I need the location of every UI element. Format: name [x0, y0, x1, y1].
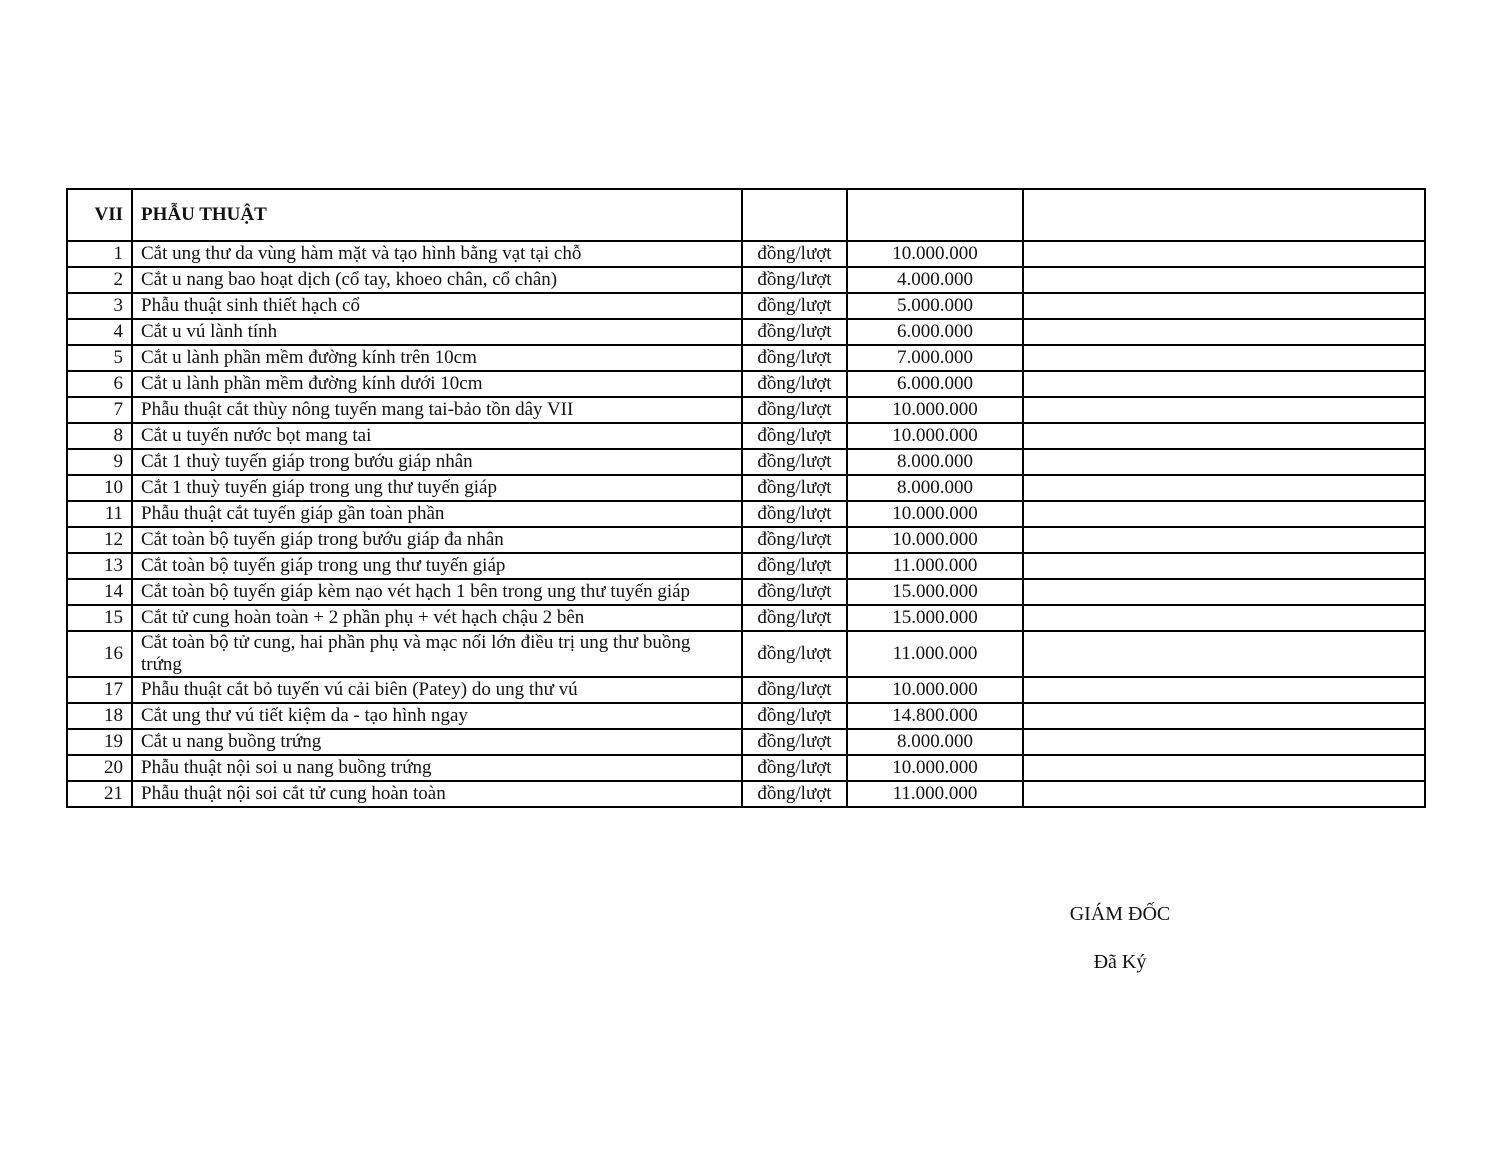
note-cell — [1023, 579, 1425, 605]
price: 10.000.000 — [847, 527, 1023, 553]
price: 11.000.000 — [847, 781, 1023, 807]
table-row — [67, 397, 1425, 423]
unit: đồng/lượt — [742, 423, 847, 449]
unit: đồng/lượt — [742, 475, 847, 501]
section-note-cell — [1023, 189, 1425, 241]
note-cell — [1023, 781, 1425, 807]
table-row — [67, 475, 1425, 501]
table-row — [67, 345, 1425, 371]
row-number: 3 — [67, 293, 132, 319]
procedure-name: Cắt tử cung hoàn toàn + 2 phần phụ + vét hạch chậu 2 bên — [132, 605, 742, 631]
procedure-name: Cắt toàn bộ tuyến giáp trong ung thư tuyến giáp — [132, 553, 742, 579]
price: 8.000.000 — [847, 449, 1023, 475]
table-row — [67, 579, 1425, 605]
section-number: VII — [67, 189, 132, 241]
unit: đồng/lượt — [742, 527, 847, 553]
table-body — [67, 189, 1425, 807]
note-cell — [1023, 423, 1425, 449]
note-cell — [1023, 631, 1425, 677]
director-title: GIÁM ĐỐC — [1069, 903, 1171, 925]
row-number: 4 — [67, 319, 132, 345]
row-number: 12 — [67, 527, 132, 553]
table-row — [67, 371, 1425, 397]
procedure-name: Cắt u nang bao hoạt dịch (cổ tay, khoeo chân, cổ chân) — [132, 267, 742, 293]
row-number: 8 — [67, 423, 132, 449]
table-row — [67, 677, 1425, 703]
table-row — [67, 423, 1425, 449]
row-number: 17 — [67, 677, 132, 703]
unit: đồng/lượt — [742, 605, 847, 631]
note-cell — [1023, 241, 1425, 267]
note-cell — [1023, 605, 1425, 631]
section-title: PHẪU THUẬT — [132, 189, 742, 241]
unit: đồng/lượt — [742, 553, 847, 579]
table-row — [67, 501, 1425, 527]
procedure-name: Phẫu thuật nội soi cắt tử cung hoàn toàn — [132, 781, 742, 807]
section-header-row — [67, 189, 1425, 241]
note-cell — [1023, 475, 1425, 501]
unit: đồng/lượt — [742, 449, 847, 475]
price: 15.000.000 — [847, 579, 1023, 605]
procedure-name: Cắt toàn bộ tuyến giáp kèm nạo vét hạch 1 bên trong ung thư tuyến giáp — [132, 579, 742, 605]
section-unit-cell — [742, 189, 847, 241]
price: 11.000.000 — [847, 553, 1023, 579]
unit: đồng/lượt — [742, 397, 847, 423]
unit: đồng/lượt — [742, 319, 847, 345]
procedure-name: Phẫu thuật cắt tuyến giáp gần toàn phần — [132, 501, 742, 527]
unit: đồng/lượt — [742, 345, 847, 371]
note-cell — [1023, 267, 1425, 293]
row-number: 11 — [67, 501, 132, 527]
note-cell — [1023, 703, 1425, 729]
row-number: 15 — [67, 605, 132, 631]
price: 10.000.000 — [847, 423, 1023, 449]
procedure-name: Cắt u lành phần mềm đường kính dưới 10cm — [132, 371, 742, 397]
table-row — [67, 755, 1425, 781]
row-number: 19 — [67, 729, 132, 755]
table-row — [67, 781, 1425, 807]
price: 10.000.000 — [847, 397, 1023, 423]
unit: đồng/lượt — [742, 755, 847, 781]
price: 10.000.000 — [847, 501, 1023, 527]
procedure-name: Cắt ung thư da vùng hàm mặt và tạo hình bằng vạt tại chỗ — [132, 241, 742, 267]
unit: đồng/lượt — [742, 241, 847, 267]
row-number: 13 — [67, 553, 132, 579]
table-row — [67, 553, 1425, 579]
procedure-name: Cắt u lành phần mềm đường kính trên 10cm — [132, 345, 742, 371]
note-cell — [1023, 371, 1425, 397]
note-cell — [1023, 527, 1425, 553]
table-row — [67, 449, 1425, 475]
price: 14.800.000 — [847, 703, 1023, 729]
price: 7.000.000 — [847, 345, 1023, 371]
unit: đồng/lượt — [742, 267, 847, 293]
row-number: 6 — [67, 371, 132, 397]
row-number: 16 — [67, 631, 132, 677]
note-cell — [1023, 755, 1425, 781]
price: 10.000.000 — [847, 677, 1023, 703]
price: 6.000.000 — [847, 319, 1023, 345]
row-number: 10 — [67, 475, 132, 501]
unit: đồng/lượt — [742, 371, 847, 397]
row-number: 7 — [67, 397, 132, 423]
note-cell — [1023, 677, 1425, 703]
procedure-name: Phẫu thuật sinh thiết hạch cổ — [132, 293, 742, 319]
unit: đồng/lượt — [742, 501, 847, 527]
table-row — [67, 293, 1425, 319]
note-cell — [1023, 345, 1425, 371]
note-cell — [1023, 449, 1425, 475]
row-number: 20 — [67, 755, 132, 781]
procedure-name: Phẫu thuật cắt bỏ tuyến vú cải biên (Patey) do ung thư vú — [132, 677, 742, 703]
note-cell — [1023, 729, 1425, 755]
table-row — [67, 527, 1425, 553]
table-row — [67, 729, 1425, 755]
unit: đồng/lượt — [742, 293, 847, 319]
procedure-name: Cắt 1 thuỳ tuyến giáp trong bướu giáp nhân — [132, 449, 742, 475]
price: 8.000.000 — [847, 729, 1023, 755]
price: 4.000.000 — [847, 267, 1023, 293]
row-number: 14 — [67, 579, 132, 605]
row-number: 18 — [67, 703, 132, 729]
unit: đồng/lượt — [742, 703, 847, 729]
price: 6.000.000 — [847, 371, 1023, 397]
section-price-cell — [847, 189, 1023, 241]
row-number: 21 — [67, 781, 132, 807]
procedure-name: Cắt ung thư vú tiết kiệm da - tạo hình ngay — [132, 703, 742, 729]
signature-status: Đã Ký — [1093, 951, 1147, 973]
price: 11.000.000 — [847, 631, 1023, 677]
note-cell — [1023, 397, 1425, 423]
table-row — [67, 605, 1425, 631]
procedure-name: Cắt 1 thuỳ tuyến giáp trong ung thư tuyến giáp — [132, 475, 742, 501]
unit: đồng/lượt — [742, 729, 847, 755]
price: 10.000.000 — [847, 241, 1023, 267]
table-row — [67, 319, 1425, 345]
row-number: 2 — [67, 267, 132, 293]
unit: đồng/lượt — [742, 631, 847, 677]
procedure-name: Cắt toàn bộ tuyến giáp trong bướu giáp đa nhân — [132, 527, 742, 553]
price-table — [66, 188, 1426, 808]
table-row — [67, 241, 1425, 267]
unit: đồng/lượt — [742, 677, 847, 703]
row-number: 9 — [67, 449, 132, 475]
table-row — [67, 631, 1425, 677]
price: 5.000.000 — [847, 293, 1023, 319]
procedure-name: Cắt u vú lành tính — [132, 319, 742, 345]
table-row — [67, 267, 1425, 293]
table-row — [67, 703, 1425, 729]
unit: đồng/lượt — [742, 781, 847, 807]
procedure-name: Cắt u tuyến nước bọt mang tai — [132, 423, 742, 449]
price: 10.000.000 — [847, 755, 1023, 781]
row-number: 1 — [67, 241, 132, 267]
note-cell — [1023, 501, 1425, 527]
note-cell — [1023, 293, 1425, 319]
procedure-name: Cắt u nang buồng trứng — [132, 729, 742, 755]
price: 15.000.000 — [847, 605, 1023, 631]
note-cell — [1023, 553, 1425, 579]
unit: đồng/lượt — [742, 579, 847, 605]
note-cell — [1023, 319, 1425, 345]
procedure-name: Phẫu thuật cắt thùy nông tuyến mang tai-bảo tồn dây VII — [132, 397, 742, 423]
price: 8.000.000 — [847, 475, 1023, 501]
procedure-name: Cắt toàn bộ tử cung, hai phần phụ và mạc nối lớn điều trị ung thư buồng trứng — [132, 631, 742, 677]
procedure-name: Phẫu thuật nội soi u nang buồng trứng — [132, 755, 742, 781]
row-number: 5 — [67, 345, 132, 371]
